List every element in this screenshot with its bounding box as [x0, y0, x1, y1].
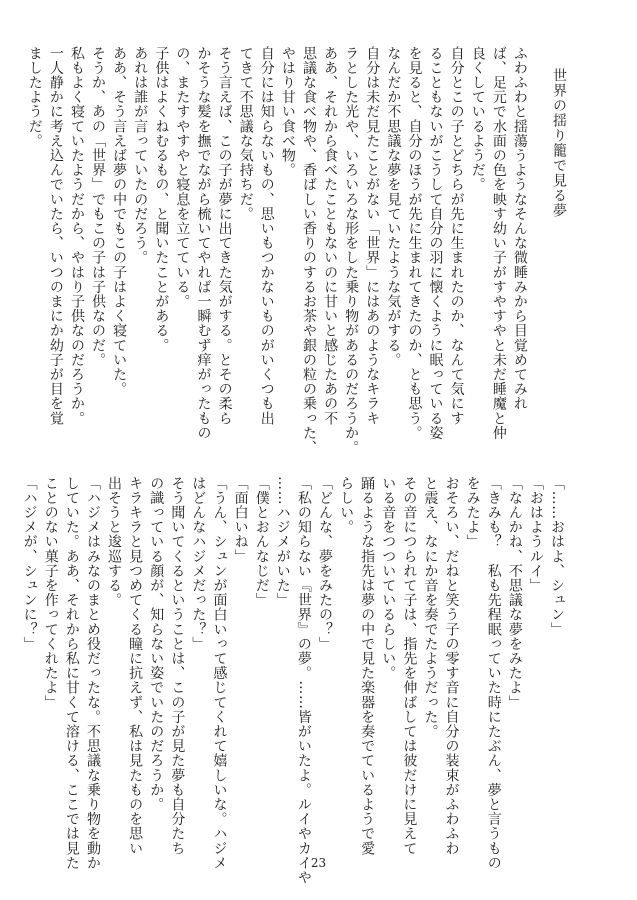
lower-text-line: 「なんかね、不思議な夢をみたよ」: [506, 476, 523, 710]
lower-text-line: 出そうと逡巡する。: [106, 476, 123, 608]
upper-text-line: を見ると、自分のほうが先に生まれてきたのか、とも思う。: [406, 46, 423, 441]
lower-text-line: 「……おはよ、シュン」: [549, 476, 565, 637]
upper-text-line: 自分は未だ見たことがない「世界」にはあのようなキラキ: [364, 46, 381, 426]
lower-text-line: 踊るような指先は夢の中で見た楽器を奏でているようで愛: [359, 476, 376, 856]
upper-text-line: そう言えば、この子が夢に出てきた気がする。とその柔ら: [216, 46, 233, 426]
lower-text-line: 「ハジメが、シュンに？」: [21, 476, 38, 652]
upper-text-line: そうか、あの「世界」でもこの子は子供なのだ。: [90, 46, 107, 368]
lower-text-line: おそろい、だねと笑う子の零す音に自分の装束がふわふわ: [443, 476, 460, 856]
lower-text-line: そう聞いてくるということは、この子が見た夢も自分たち: [169, 476, 186, 856]
lower-text-line: はどんなハジメだった？」: [190, 476, 207, 652]
upper-text-line: やはり甘い食べ物。: [279, 46, 296, 178]
upper-text-line: てきて不思議な気持ちだ。: [237, 46, 254, 222]
lower-text-line: の識っている顔が、知らない姿でいたのだろうか。: [148, 476, 165, 812]
upper-text-line: 良くしているようだ。: [469, 46, 486, 192]
lower-text-line: 「おはようルイ」: [527, 476, 544, 593]
lower-text-line: 「どんな、夢をみたの？」: [316, 476, 333, 652]
lower-text-line: キラキラと見つめてくる瞳に抗えず、私は見たものを思い: [127, 476, 144, 856]
lower-text-block: [21, 476, 567, 885]
page-number: 23: [310, 856, 327, 870]
upper-text-line: 自分とこの子とどちらが先に生まれたのか、なんて気にす: [448, 46, 465, 426]
lower-text-line: ……ハジメがいた」: [274, 476, 291, 608]
lower-text-line: 「うん、シュンが面白いって感じてくれて嬉しいな。ハジメ: [211, 476, 228, 871]
chapter-title: 世界の揺り籠で見る夢: [551, 68, 567, 218]
upper-text-line: 子供はよくねむるもの、と聞いたことがある。: [153, 46, 170, 353]
lower-text-line: と震え、なにか音を奏でたようだった。: [422, 476, 439, 739]
upper-text-line: 思議な食べ物や、香ばしい香りのするお茶や銀の粒の乗った、: [300, 46, 317, 455]
upper-text-line: あれは誰が言っていたのだろう。: [132, 46, 149, 265]
lower-text-line: していた。ああ、それから私に甘くて溶ける、ここでは見た: [63, 476, 80, 871]
upper-text-line: ああ、そう言えば夢の中でもこの子はよく寝ていた。: [111, 46, 128, 397]
upper-text-line: ああ、それから食べたこともないのに甘いと感じたあの不: [322, 46, 339, 426]
lower-text-line: 「私の知らない『世界』の夢。……皆がいたよ。ルイやカイや: [295, 476, 312, 885]
lower-text-line: ことのない菓子を作ってくれたよ」: [42, 476, 59, 710]
lower-text-line: らしい。: [338, 476, 355, 535]
upper-text-line: 一人静かに考え込んでいたら、いつのまにか幼子が目を覚: [47, 46, 64, 426]
upper-text-line: ば、足元で水面の色を映す幼い子がすやすやと未だ睡魔と仲: [490, 46, 507, 441]
upper-text-line: ましたようだ。: [26, 46, 43, 149]
lower-lines: [19, 476, 567, 885]
upper-text-line: 自分には知らないもの、思いもつかないものがいくつも出: [258, 46, 275, 426]
lower-text-line: 「面白いね」: [232, 476, 249, 564]
lower-text-line: をみたよ」: [464, 476, 481, 549]
lower-text-line: 「僕とおんなじだ」: [253, 476, 270, 608]
upper-text-line: ラとした光や、いろいろな形をした乗り物があるのだろうか。: [343, 46, 360, 455]
upper-text-block: [26, 46, 569, 455]
lower-text-line: その音につられて子は、指先を伸ばしては彼だけに見えて: [401, 476, 418, 856]
lower-text-line: いる音をつついているらしい。: [380, 476, 397, 681]
upper-text-line: ることもないがこうして自分の羽に懐くように眠っている姿: [427, 46, 444, 441]
lower-text-line: 「ハジメはみなのまとめ役だったな。不思議な乗り物を動か: [84, 476, 101, 871]
lower-text-line: 「きみも？ 私も先程眠っていた時にたぶん、夢と言うもの: [485, 476, 502, 871]
upper-lines: [24, 46, 530, 455]
upper-text-line: ふわふわと揺蕩うようなそんな微睡みから目覚めてみれ: [511, 46, 528, 411]
upper-text-line: の、またすやすやと寝息を立てている。: [174, 46, 191, 309]
upper-text-line: なんだか不思議な夢を見ていたような気がする。: [385, 46, 402, 368]
upper-text-line: 私もよく寝ていたようだから、やはり子供なのだろうか。: [68, 46, 85, 426]
upper-text-line: かそうな髪を撫でながら梳いてやれば一瞬むず痒がったもの: [195, 46, 212, 441]
